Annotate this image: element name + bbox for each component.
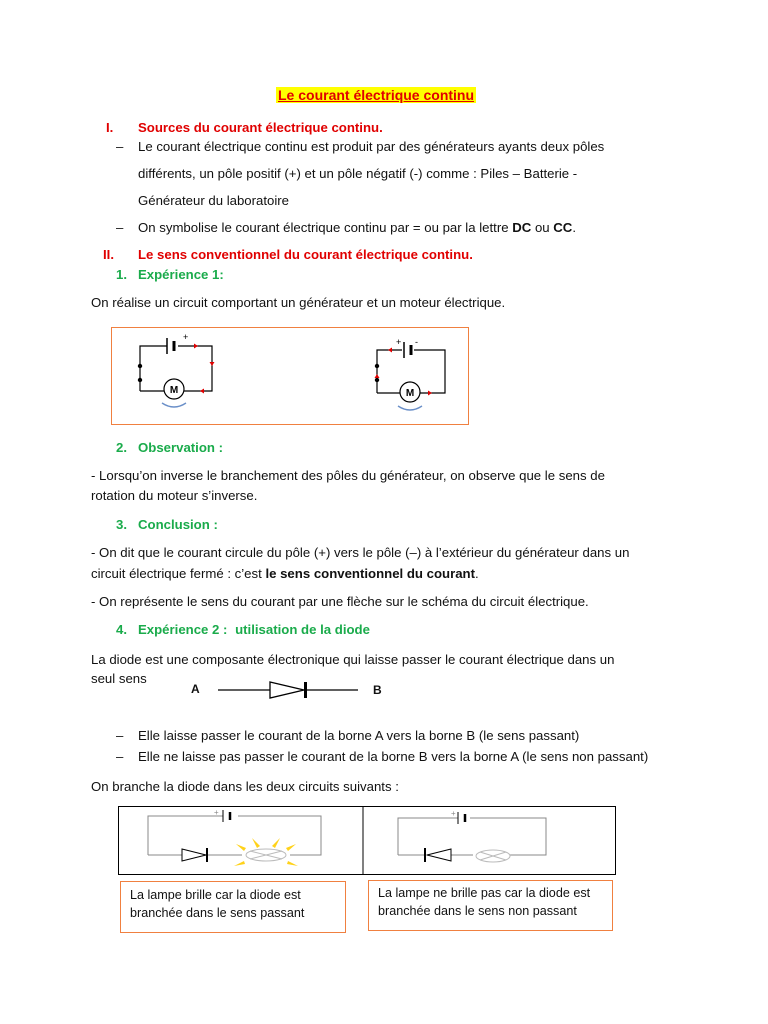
section1-heading: Sources du courant électrique continu. bbox=[138, 120, 383, 135]
concl-text-line1: - On dit que le courant circule du pôle (+) vers le pôle (–) à l’extérieur du générateur dans un bbox=[91, 545, 630, 560]
exp2-text-line1: La diode est une composante électronique qui laisse passer le courant électrique dans un bbox=[91, 652, 615, 667]
arrow-icon bbox=[194, 344, 198, 349]
exp2-branch-text: On branche la diode dans les deux circuits suivants : bbox=[91, 779, 399, 794]
concl-heading: Conclusion : bbox=[138, 517, 218, 532]
arrow-icon bbox=[200, 389, 204, 394]
obs-text-line2: rotation du moteur s’inverse. bbox=[91, 488, 258, 503]
concl-line2-end: . bbox=[475, 566, 479, 581]
minus-right: - bbox=[415, 337, 418, 347]
dc-symbol-text bbox=[138, 220, 576, 235]
bullet-dash: – bbox=[116, 749, 124, 764]
terminal-b: B bbox=[373, 683, 382, 697]
terminal-a: A bbox=[191, 682, 200, 696]
caption-non-passing-line1: La lampe ne brille pas car la diode est bbox=[378, 886, 591, 900]
concl-text-line3: - On représente le sens du courant par une flèche sur le schéma du circuit électrique. bbox=[91, 594, 589, 609]
bullet-dash: – bbox=[116, 728, 124, 743]
arrow-icon bbox=[428, 391, 432, 396]
concl-line2-bold: le sens conventionnel du courant bbox=[265, 566, 476, 581]
section1-text-line1: Le courant électrique continu est produit par des générateurs ayants deux pôles bbox=[138, 139, 605, 154]
obs-number: 2. bbox=[116, 440, 127, 455]
diode-circuits-figure bbox=[118, 806, 618, 876]
bullet-dash: – bbox=[116, 139, 124, 154]
section1-text-line2: différents, un pôle positif (+) et un pôle négatif (-) comme : Piles – Batterie - bbox=[138, 166, 578, 181]
motor-circuits-figure bbox=[111, 327, 469, 425]
exp2-heading bbox=[138, 622, 370, 637]
caption-non-passing-box bbox=[368, 880, 613, 931]
exp2-number: 4. bbox=[116, 622, 127, 637]
section2-heading: Le sens conventionnel du courant électrique continu. bbox=[138, 247, 473, 262]
caption-passing-line1: La lampe brille car la diode est bbox=[130, 888, 301, 902]
concl-number: 3. bbox=[116, 517, 127, 532]
dc-text-mid: ou bbox=[531, 220, 554, 235]
plus-right: + bbox=[396, 337, 402, 347]
concl-line2-pre: circuit électrique fermé : c’est bbox=[91, 566, 266, 581]
caption-non-passing-line2: branchée dans le sens non passant bbox=[378, 904, 577, 918]
arrow-icon bbox=[388, 348, 392, 353]
arrow-icon bbox=[210, 362, 215, 366]
exp2-bullet1: Elle laisse passer le courant de la borne A vers la borne B (le sens passant) bbox=[138, 728, 580, 743]
exp1-number: 1. bbox=[116, 267, 127, 282]
caption-passing-line2: branchée dans le sens passant bbox=[130, 906, 305, 920]
bullet-dash: – bbox=[116, 220, 124, 235]
diode-symbol bbox=[218, 678, 358, 702]
concl-text-line2 bbox=[91, 566, 479, 581]
section1-number: I. bbox=[106, 120, 114, 135]
exp2-sub: utilisation de la diode bbox=[235, 622, 370, 637]
motor-circuits-diagram bbox=[112, 328, 468, 424]
dc-text-pre: On symbolise le courant électrique continu par = ou par la lettre bbox=[138, 220, 513, 235]
circuit-left bbox=[138, 338, 212, 407]
plus-passing: + bbox=[214, 808, 219, 817]
circuit-right bbox=[375, 342, 445, 410]
arrow-icon bbox=[375, 374, 380, 378]
obs-heading: Observation : bbox=[138, 440, 224, 455]
dc-text-end: . bbox=[572, 220, 577, 235]
exp1-heading: Expérience 1: bbox=[138, 267, 224, 282]
page-title: Le courant électrique continu bbox=[278, 87, 475, 103]
section2-number: II. bbox=[103, 247, 114, 262]
motor-label-right: M bbox=[405, 388, 415, 399]
cc-abbrev: CC bbox=[553, 220, 573, 235]
motor-label-left: M bbox=[169, 385, 179, 396]
plus-left: + bbox=[183, 332, 189, 342]
caption-passing-box bbox=[120, 881, 346, 933]
exp1-text: On réalise un circuit comportant un générateur et un moteur électrique. bbox=[91, 295, 506, 310]
exp2-bullet2: Elle ne laisse pas passer le courant de la borne B vers la borne A (le sens non passant) bbox=[138, 749, 649, 764]
obs-text-line1: - Lorsqu’on inverse le branchement des pôles du générateur, on observe que le sens de bbox=[91, 468, 605, 483]
exp2-text-line2: seul sens bbox=[91, 671, 147, 686]
exp2-label: Expérience 2 : bbox=[138, 622, 228, 637]
plus-non-passing: + bbox=[451, 809, 456, 818]
dc-abbrev: DC bbox=[512, 220, 532, 235]
section1-text-line3: Générateur du laboratoire bbox=[138, 193, 290, 208]
